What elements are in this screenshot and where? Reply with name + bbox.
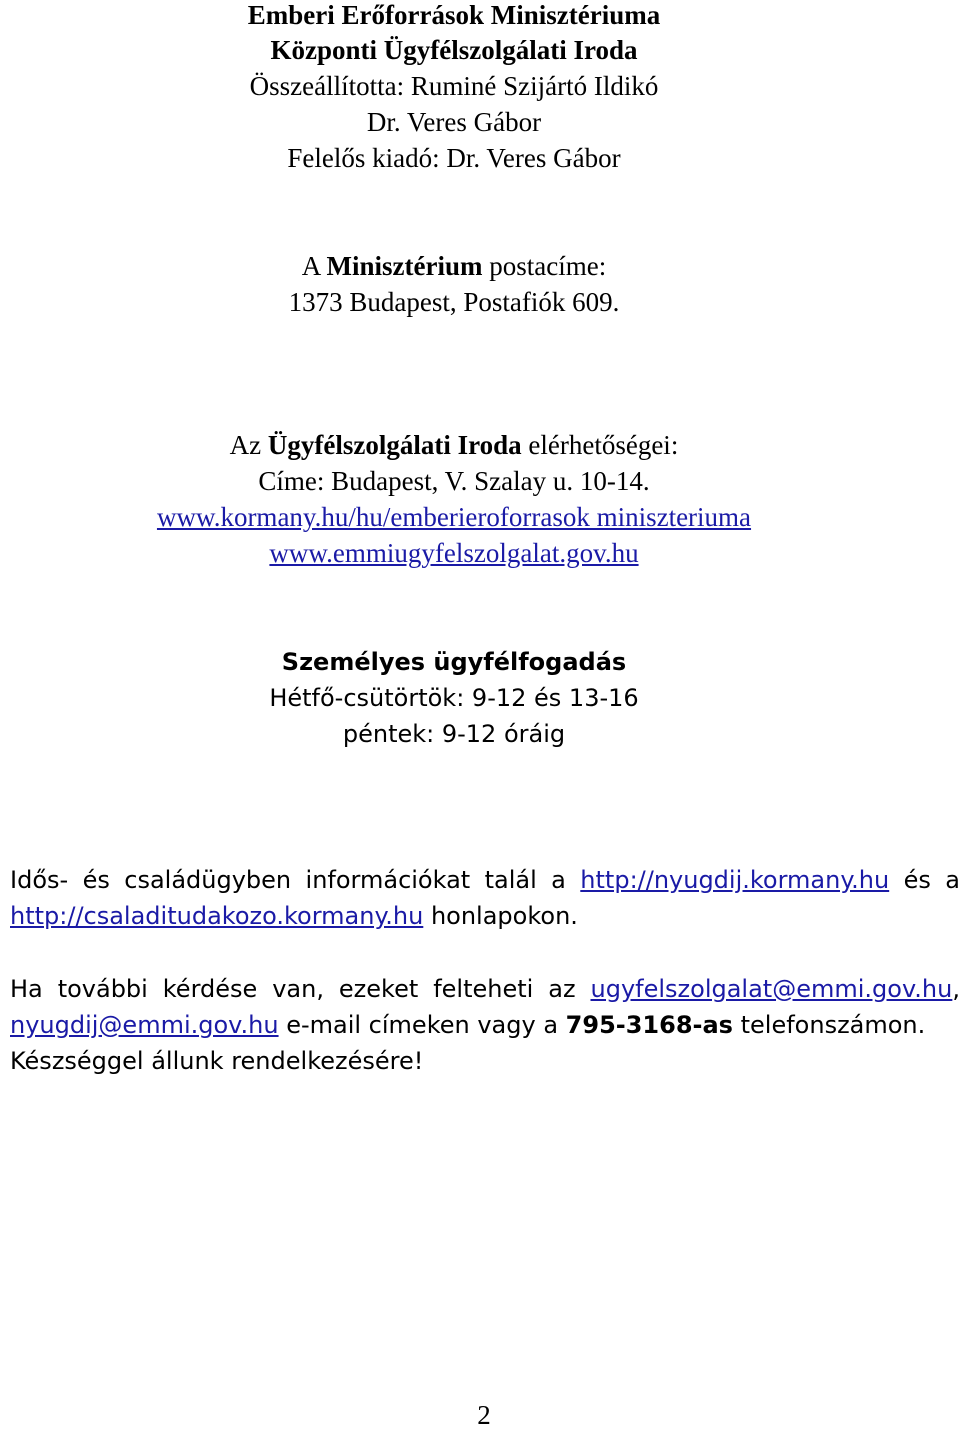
questions-line-1	[10, 971, 960, 1007]
postal-address: 1373 Budapest, Postafiók 609.	[288, 287, 620, 317]
postal-heading	[0, 251, 908, 282]
ministry-name: Emberi Erőforrások Minisztériuma	[247, 0, 661, 30]
info-text-1: Idős- és családügyben információkat talál a	[10, 866, 566, 894]
publisher: Felelős kiadó: Dr. Veres Gábor	[287, 143, 621, 173]
questions-text-1: Ha további kérdése van, ezeket felteheti az	[10, 975, 576, 1003]
closing-line: Készséggel állunk rendelkezésére!	[10, 1047, 424, 1075]
contact-bold: Ügyfélszolgálati Iroda	[267, 430, 522, 460]
pension-website-link[interactable]: http://nyugdij.kormany.hu	[580, 866, 890, 894]
info-paragraph	[10, 862, 960, 934]
postal-bold: Minisztérium	[326, 251, 483, 281]
contact-heading	[0, 430, 908, 461]
compiled-by: Összeállította: Ruminé Szijártó Ildikó	[249, 71, 659, 101]
info-line-2	[10, 898, 960, 934]
phone-number: 795-3168-as	[565, 1011, 733, 1039]
contact-address: Címe: Budapest, V. Szalay u. 10-14.	[258, 466, 650, 496]
page-number: 2	[477, 1400, 491, 1430]
postal-suffix: postacíme:	[489, 251, 607, 281]
reception-hours-friday: péntek: 9-12 óráig	[342, 720, 566, 748]
service-email-link[interactable]: ugyfelszolgalat@emmi.gov.hu	[590, 975, 953, 1003]
questions-paragraph	[10, 971, 960, 1079]
ministry-website-link[interactable]: www.kormany.hu/hu/emberieroforrasok miniszteriuma	[156, 502, 752, 532]
contact-prefix: Az	[229, 430, 262, 460]
reception-hours-weekdays: Hétfő-csütörtök: 9-12 és 13-16	[269, 684, 639, 712]
pension-email-link[interactable]: nyugdij@emmi.gov.hu	[10, 1011, 279, 1039]
compiled-by-second: Dr. Veres Gábor	[366, 107, 542, 137]
questions-text-3: telefonszámon.	[740, 1011, 926, 1039]
postal-prefix: A	[301, 251, 320, 281]
info-text-2: és a	[903, 866, 960, 894]
family-website-link[interactable]: http://csaladitudakozo.kormany.hu	[10, 902, 424, 930]
questions-comma: ,	[952, 975, 960, 1003]
reception-title: Személyes ügyfélfogadás	[281, 648, 627, 676]
office-name: Központi Ügyfélszolgálati Iroda	[270, 35, 638, 65]
questions-text-2: e-mail címeken vagy a	[286, 1011, 559, 1039]
info-line-1	[10, 862, 960, 898]
contact-suffix: elérhetőségei:	[528, 430, 679, 460]
service-website-link[interactable]: www.emmiugyfelszolgalat.gov.hu	[269, 538, 639, 568]
questions-line-2	[10, 1007, 960, 1043]
info-text-3: honlapokon.	[430, 902, 578, 930]
